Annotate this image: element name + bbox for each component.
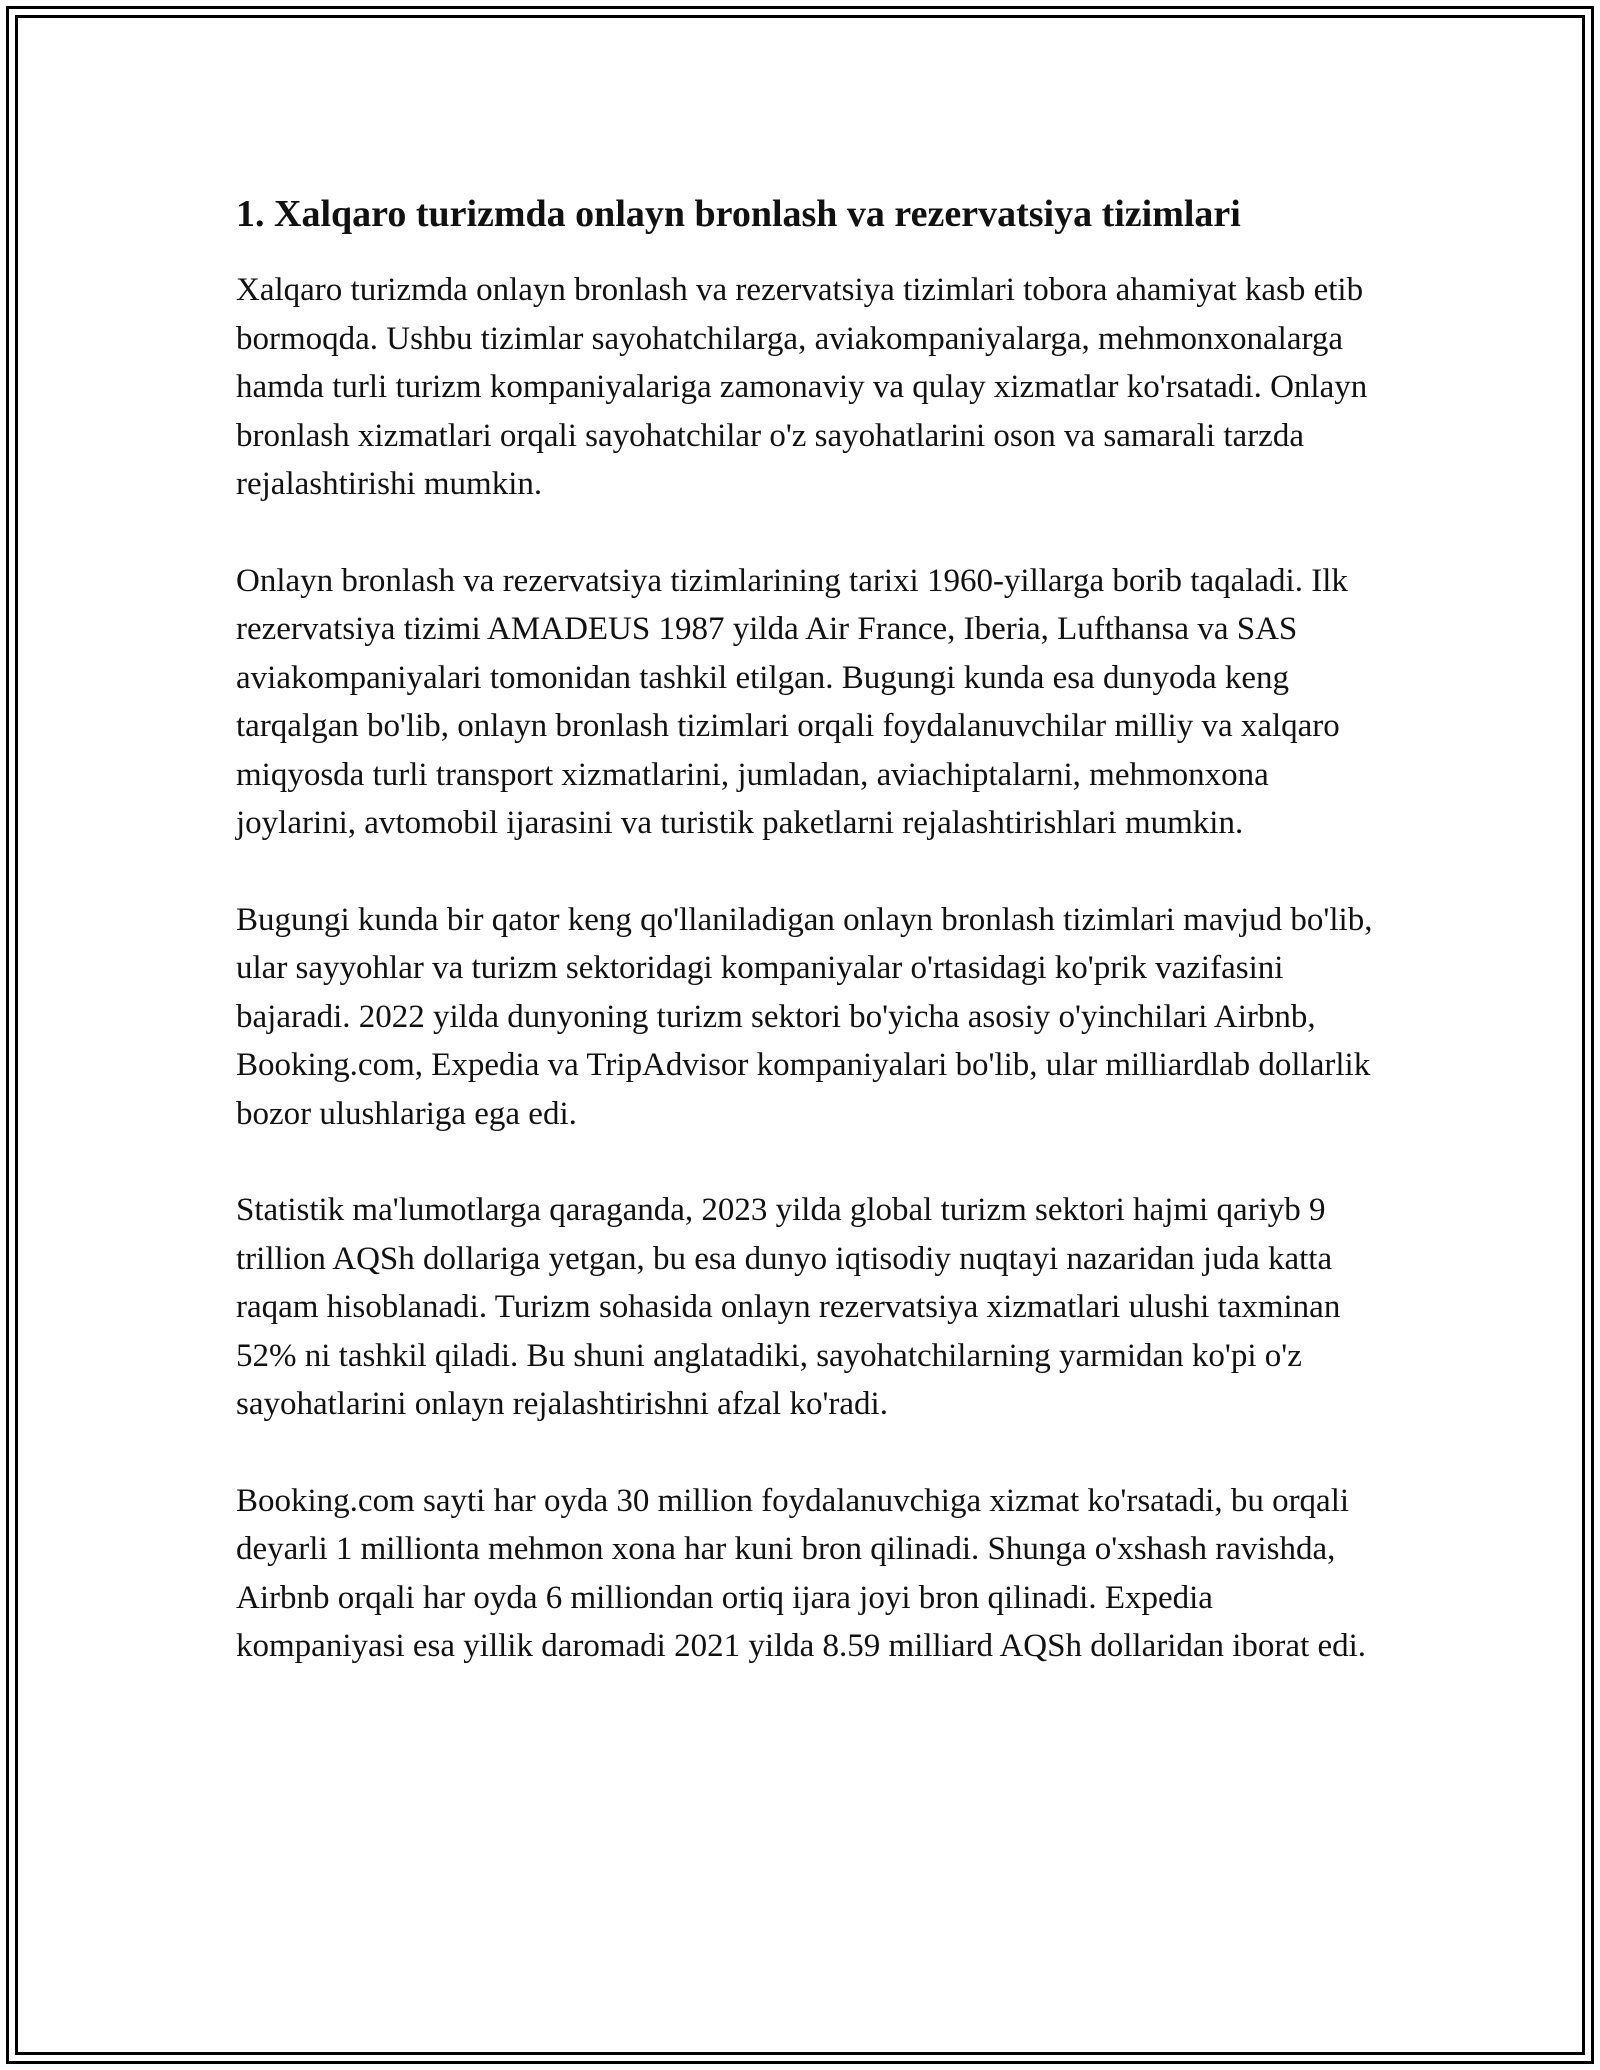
paragraph-introduction: Xalqaro turizmda onlayn bronlash va rezervatsiya tizimlari tobora ahamiyat kasb etib bormoqda. Ushbu tizimlar sayohatchilarga, aviakompaniyalarga, mehmonxonalarga hamda turli turizm kompaniyalariga zamonaviy va qulay xizmatlar ko'rsatadi. Onlayn bronlash xizmatlari orqali sayohatchilar o'z sayohatlarini oson va samarali tarzda rejalashtirishi mumkin. — [236, 272, 1368, 502]
paragraph-statistics: Statistik ma'lumotlarga qaraganda, 2023 yilda global turizm sektori hajmi qariyb 9 trillion AQSh dollariga yetgan, bu esa dunyo iqtisodiy nuqtayi nazaridan juda katta raqam hisoblanadi. Turizm sohasida onlayn rezervatsiya xizmatlari ulushi taxminan 52% ni tashkil qiladi. Bu shuni anglatadiki, sayohatchilarning yarmidan ko'pi o'z sayohatlarini onlayn rejalashtirishni afzal ko'radi. — [236, 1192, 1341, 1422]
paragraph-history: Onlayn bronlash va rezervatsiya tizimlarining tarixi 1960-yillarga borib taqaladi. Ilk rezervatsiya tizimi AMADEUS 1987 yilda Air France, Iberia, Lufthansa va SAS aviakompaniyalari tomonidan tashkil etilgan. Bugungi kunda esa dunyoda keng tarqalgan bo'lib, onlayn bronlash tizimlari orqali foydalanuvchilar milliy va xalqaro miqyosda turli transport xizmatlarini, jumladan, aviachiptalarni, mehmonxona joylarini, avtomobil ijarasini va turistik paketlarni rejalashtirishlari mumkin. — [236, 562, 1348, 841]
document-body — [236, 190, 1376, 1719]
paragraph-major-players: Bugungi kunda bir qator keng qo'llaniladigan onlayn bronlash tizimlari mavjud bo'lib, ular sayyohlar va turizm sektoridagi kompaniyalar o'rtasidagi ko'prik vazifasini bajaradi. 2022 yilda dunyoning turizm sektori bo'yicha asosiy o'yinchilari Airbnb, Booking.com, Expedia va TripAdvisor kompaniyalari bo'lib, ular milliardlab dollarlik bozor ulushlariga ega edi. — [236, 901, 1373, 1132]
section-title: 1. Xalqaro turizmda onlayn bronlash va rezervatsiya tizimlari — [236, 193, 1241, 235]
paragraph-company-figures: Booking.com sayti har oyda 30 million foydalanuvchiga xizmat ko'rsatadi, bu orqali deyarli 1 millionta mehmon xona har kuni bron qilinadi. Shunga o'xshash ravishda, Airbnb orqali har oyda 6 milliondan ortiq ijara joyi bron qilinadi. Expedia kompaniyasi esa yillik daromadi 2021 yilda 8.59 milliard AQSh dollaridan iborat edi. — [236, 1482, 1367, 1664]
